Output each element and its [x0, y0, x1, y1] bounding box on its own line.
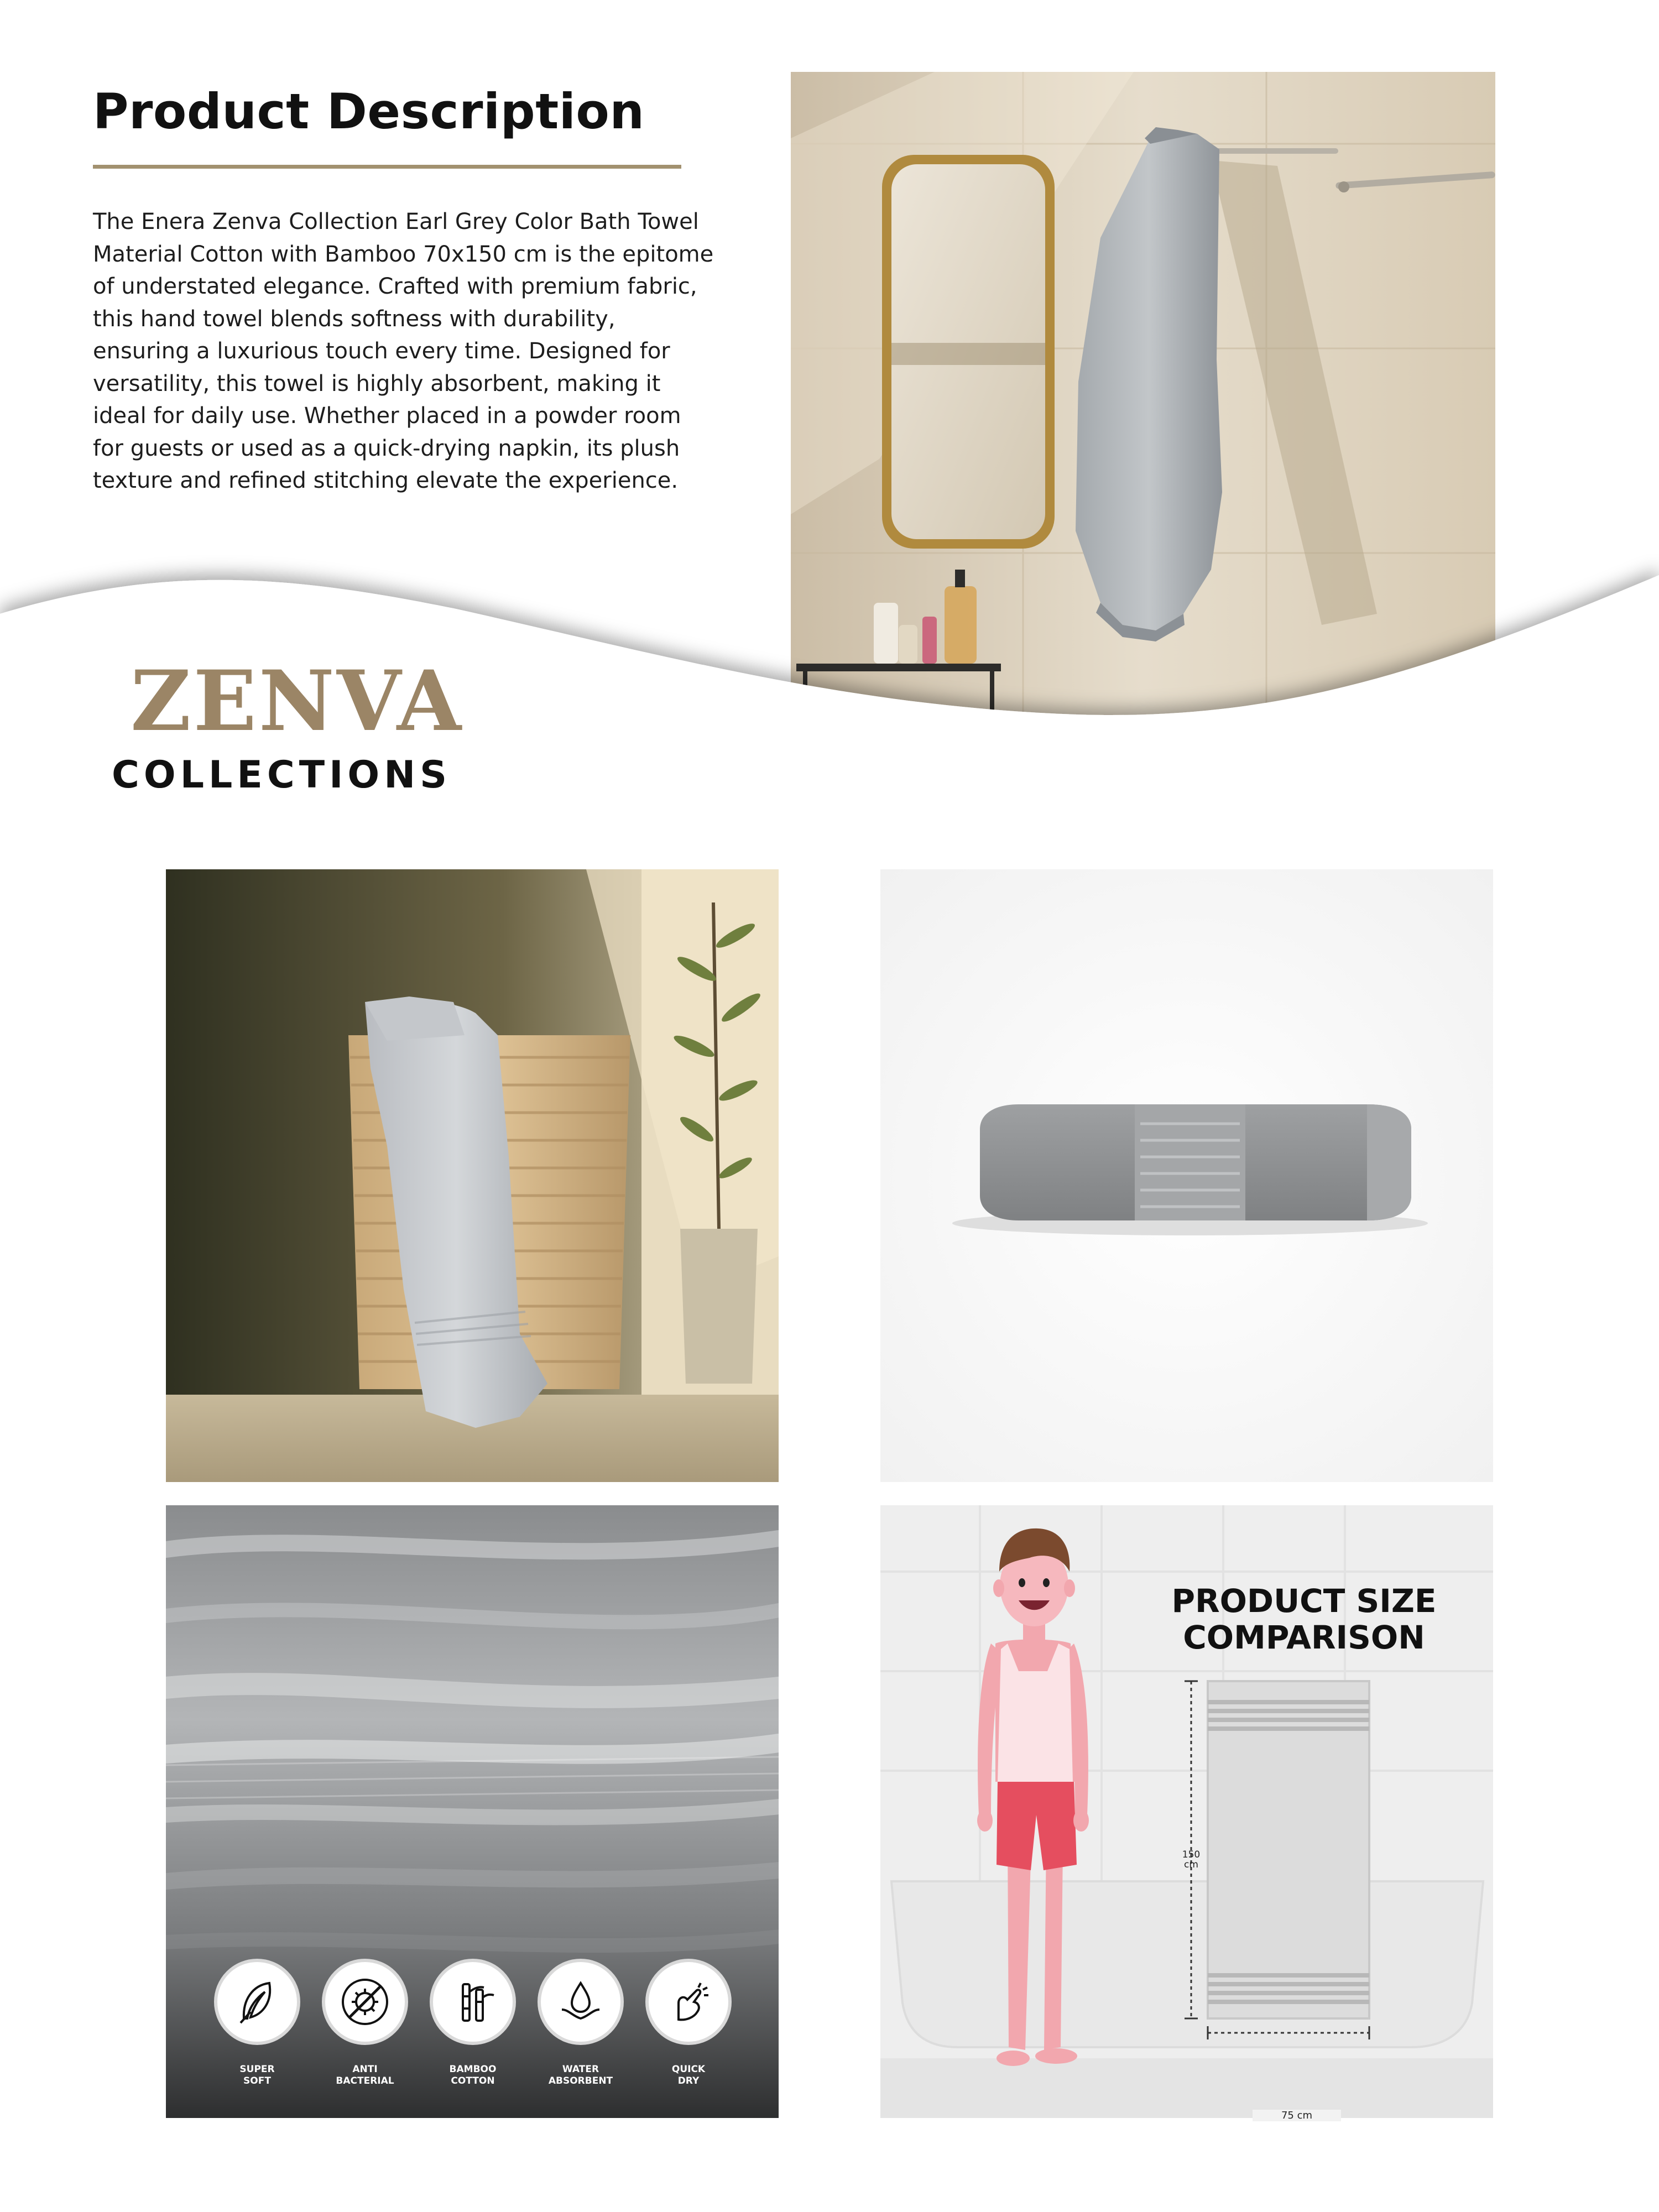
size-comparison-title: PRODUCT SIZE COMPARISON	[1171, 1582, 1437, 1656]
folded-towel-photo	[880, 869, 1493, 1482]
feature-super-soft	[210, 1959, 304, 2103]
water-drop-hand-icon	[538, 1959, 624, 2045]
bamboo-icon	[430, 1959, 516, 2045]
page-heading: Product Description	[93, 83, 645, 140]
feature-label: BAMBOO COTTON	[449, 2064, 497, 2086]
virus-blocked-icon	[322, 1959, 408, 2045]
feature-label: SUPER SOFT	[239, 2064, 275, 2086]
finger-snap-icon	[645, 1959, 732, 2045]
feature-anti-bacterial	[318, 1959, 412, 2103]
feature-badges	[210, 1959, 735, 2103]
brand-subtitle: COLLECTIONS	[112, 753, 452, 797]
product-description-text: The Enera Zenva Collection Earl Grey Color Bath Towel Material Cotton with Bamboo 70x150 cm is the epitome of understated elegance. Crafted with premium fabric, this hand towel blends softness with durability, ensuring a luxurious touch every time. Designed for versatility, this towel is highly absorbent, making it ideal for daily use. Whether placed in a powder room for guests or used as a quick-drying napkin, its plush texture and refined stitching elevate the experience.	[93, 209, 714, 493]
feature-quick-dry	[641, 1959, 735, 2103]
feature-label: WATER ABSORBENT	[548, 2064, 613, 2086]
feature-water-absorbent	[534, 1959, 628, 2103]
towel-height-label: 150 cm	[1182, 1849, 1201, 1870]
towel-on-basket-photo	[166, 869, 779, 1482]
feature-label: ANTI BACTERIAL	[336, 2064, 394, 2086]
feature-label: QUICK DRY	[671, 2064, 706, 2086]
feature-bamboo-cotton	[426, 1959, 520, 2103]
brand-name: ZENVA	[131, 653, 464, 750]
feather-icon	[214, 1959, 300, 2045]
towel-width-label: 75 cm	[1253, 2110, 1341, 2121]
